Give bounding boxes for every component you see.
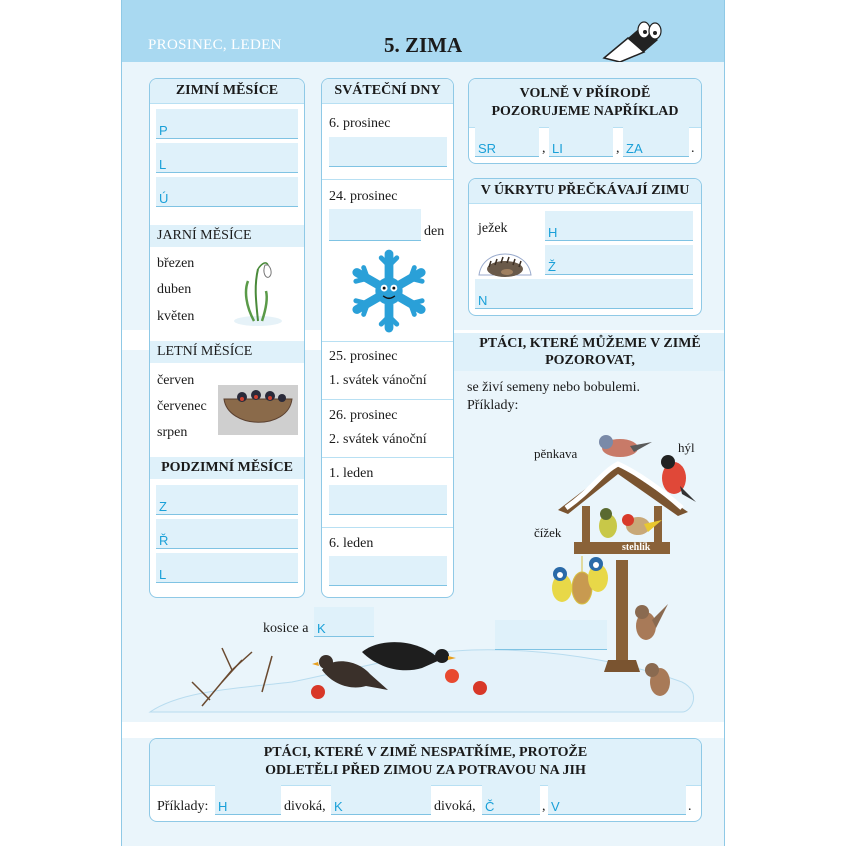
migrant-field-3[interactable]: Č xyxy=(482,785,540,815)
page-title: 5. ZIMA xyxy=(384,33,463,57)
hibernation-box xyxy=(468,178,702,316)
holiday-dec-25: 25. prosinec xyxy=(329,349,398,364)
hibernation-field-1[interactable]: H xyxy=(545,211,693,241)
holiday-dec-24: 24. prosinec xyxy=(329,189,398,204)
holiday-dec-26: 26. prosinec xyxy=(329,408,398,423)
holiday-dec-25-name: 1. svátek vánoční xyxy=(329,373,427,388)
hedgehog-illustration xyxy=(477,241,533,277)
holiday-divider xyxy=(322,399,453,400)
holiday-dec-24-field[interactable] xyxy=(329,209,421,241)
winter-month-field-1[interactable]: P xyxy=(156,109,298,139)
migrant-title-line-2: ODLETĚLI PŘED ZIMOU ZA POTRAVOU NA JIH xyxy=(265,763,586,778)
bullfinch-label: hýl xyxy=(678,440,695,455)
worksheet-page xyxy=(121,0,725,846)
nature-title: VOLNĚ V PŘÍRODĚ POZORUJEME NAPŘÍKLAD xyxy=(469,79,701,128)
holiday-dec-26-name: 2. svátek vánoční xyxy=(329,432,427,447)
bottom-band xyxy=(122,722,725,738)
blackbird-label: kosice a xyxy=(263,621,309,636)
nature-comma-2: , xyxy=(616,141,620,156)
holiday-jan-6: 6. leden xyxy=(329,536,374,551)
pencil-mascot-icon xyxy=(600,18,668,62)
nature-field-2[interactable]: LI xyxy=(549,127,613,157)
holiday-dec-6-field[interactable] xyxy=(329,137,447,167)
winter-months-title: ZIMNÍ MĚSÍCE xyxy=(150,79,304,104)
migrant-comma: , xyxy=(542,799,546,814)
spring-month-1: březen xyxy=(157,256,195,271)
migrant-birds-title xyxy=(150,739,701,786)
autumn-month-field-2[interactable]: Ř xyxy=(156,519,298,549)
spring-month-3: květen xyxy=(157,309,195,324)
migrant-field-1[interactable]: H xyxy=(215,785,281,815)
summer-month-1: červen xyxy=(157,373,195,388)
holidays-title: SVÁTEČNÍ DNY xyxy=(322,79,453,104)
blackbird-field[interactable]: K xyxy=(314,607,374,637)
winter-month-field-3[interactable]: Ú xyxy=(156,177,298,207)
migrant-field-2[interactable]: K xyxy=(331,785,431,815)
nature-comma-1: , xyxy=(542,141,546,156)
summer-months-title: LETNÍ MĚSÍCE xyxy=(150,341,304,363)
holiday-dec-24-suffix: den xyxy=(424,224,445,239)
migrant-wild-1: divoká, xyxy=(284,799,326,814)
migrant-period: . xyxy=(688,799,692,814)
chaffinch-label: pěnkava xyxy=(534,446,578,461)
nature-field-3[interactable]: ZA xyxy=(623,127,689,157)
header-months: PROSINEC, LEDEN xyxy=(148,37,282,53)
summer-month-2: červenec xyxy=(157,399,207,414)
snowdrop-illustration xyxy=(232,251,284,327)
migrant-birds-box xyxy=(149,738,702,822)
hedgehog-label: ježek xyxy=(478,221,508,236)
siskin-label: čížek xyxy=(534,525,562,540)
autumn-month-field-1[interactable]: Z xyxy=(156,485,298,515)
blank-field[interactable] xyxy=(495,620,607,650)
migrant-title-line-1: PTÁCI, KTERÉ V ZIMĚ NESPATŘÍME, PROTOŽE xyxy=(263,745,588,760)
hibernation-title: V ÚKRYTU PŘEČKÁVAJÍ ZIMU xyxy=(469,179,701,204)
nature-box xyxy=(468,78,702,164)
migrant-examples-label: Příklady: xyxy=(157,799,209,814)
winter-birds-text: se živí semeny nebo bobulemi. xyxy=(467,380,641,395)
holiday-dec-6: 6. prosinec xyxy=(329,116,391,131)
page-header xyxy=(122,0,725,62)
migrant-field-4[interactable]: V xyxy=(548,785,686,815)
winter-birds-examples: Příklady: xyxy=(467,398,519,413)
autumn-months-title: PODZIMNÍ MĚSÍCE xyxy=(150,457,304,479)
winter-birds-title: PTÁCI, KTERÉ MŮŽEME V ZIMĚ POZOROVAT, xyxy=(454,333,725,371)
migrant-wild-2: divoká, xyxy=(434,799,476,814)
spring-month-2: duben xyxy=(157,282,192,297)
holiday-divider xyxy=(322,341,453,342)
holiday-jan-1: 1. leden xyxy=(329,466,374,481)
hibernation-field-3[interactable]: N xyxy=(475,279,693,309)
nature-period: . xyxy=(691,141,695,156)
goldfinch-label: stehlík xyxy=(622,542,651,553)
hibernation-field-2[interactable]: Ž xyxy=(545,245,693,275)
bird-feeder-scene xyxy=(122,420,725,720)
autumn-month-field-3[interactable]: L xyxy=(156,553,298,583)
snowflake-icon xyxy=(350,247,428,335)
spring-months-title: JARNÍ MĚSÍCE xyxy=(150,225,304,247)
holiday-divider xyxy=(322,179,453,180)
nature-field-1[interactable]: SR xyxy=(475,127,539,157)
summer-month-3: srpen xyxy=(157,425,188,440)
winter-month-field-2[interactable]: L xyxy=(156,143,298,173)
